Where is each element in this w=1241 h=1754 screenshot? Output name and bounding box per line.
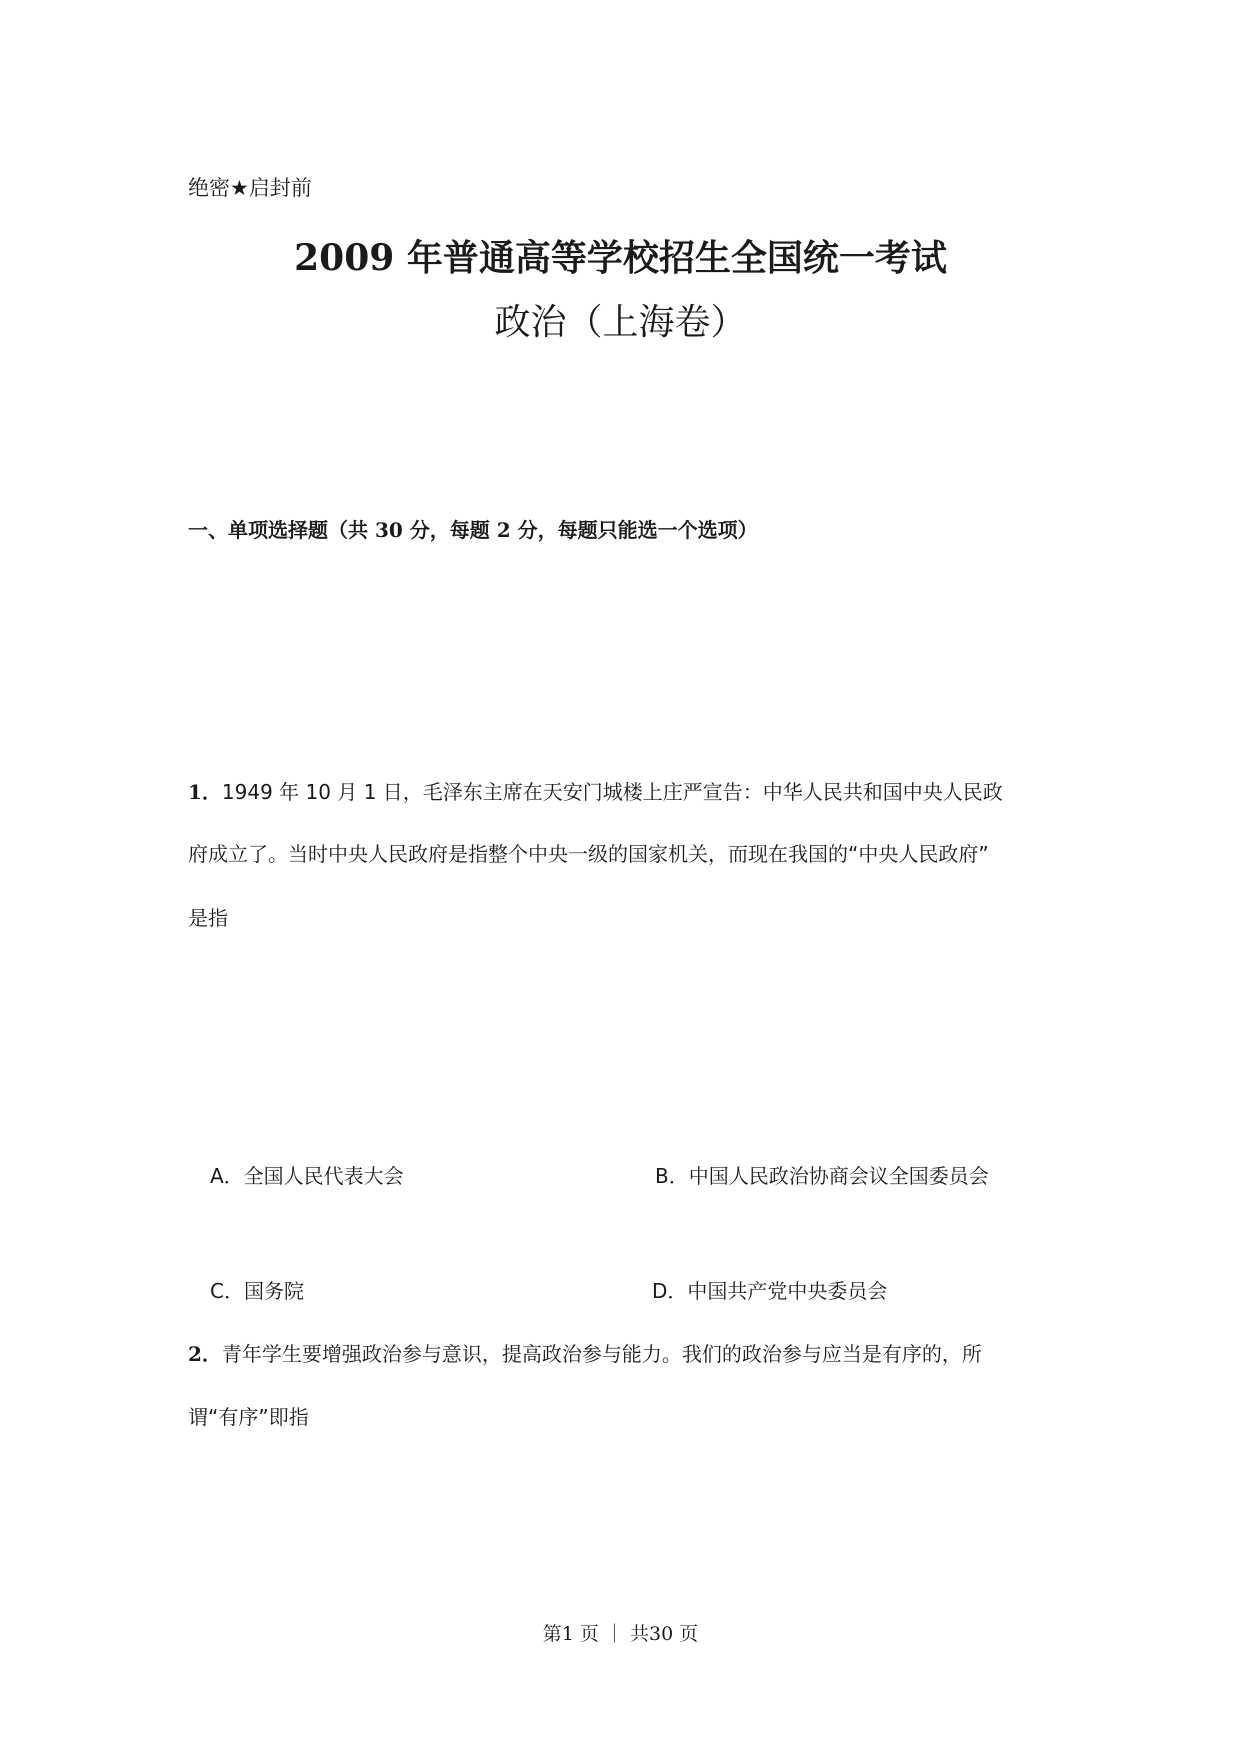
question-2-line-2: 谓“有序”即指 bbox=[188, 1405, 309, 1429]
question-1-line-3: 是指 bbox=[188, 906, 228, 930]
question-1-line-1 bbox=[188, 776, 1003, 805]
question-1-option-c: C．国务院 bbox=[210, 1279, 304, 1303]
question-1-text-1: 1949 年 10 月 1 日，毛泽东主席在天安门城楼上庄严宣告：中华人民共和国中央人民政 bbox=[221, 780, 1003, 804]
section-heading: 一、单项选择题（共 30 分，每题 2 分，每题只能选一个选项） bbox=[188, 518, 758, 542]
exam-subtitle: 政治（上海卷） bbox=[494, 302, 747, 343]
question-1-line-2: 府成立了。当时中央人民政府是指整个中央一级的国家机关，而现在我国的“中央人民政府” bbox=[188, 842, 989, 866]
question-1-option-a: A．全国人民代表大会 bbox=[210, 1164, 404, 1188]
question-1-option-b: B．中国人民政治协商会议全国委员会 bbox=[655, 1164, 989, 1188]
question-1-number: 1． bbox=[188, 780, 222, 804]
question-2-number: 2． bbox=[188, 1342, 222, 1366]
question-2-text-1: 青年学生要增强政治参与意识，提高政治参与能力。我们的政治参与应当是有序的，所 bbox=[221, 1342, 982, 1366]
page-footer: 第1 页 ｜ 共30 页 bbox=[542, 1623, 699, 1645]
confidential-label: 绝密★启封前 bbox=[188, 176, 312, 200]
question-1-option-d: D．中国共产党中央委员会 bbox=[652, 1279, 888, 1303]
question-2-line-1 bbox=[188, 1338, 982, 1367]
exam-title: 2009 年普通高等学校招生全国统一考试 bbox=[294, 237, 947, 279]
